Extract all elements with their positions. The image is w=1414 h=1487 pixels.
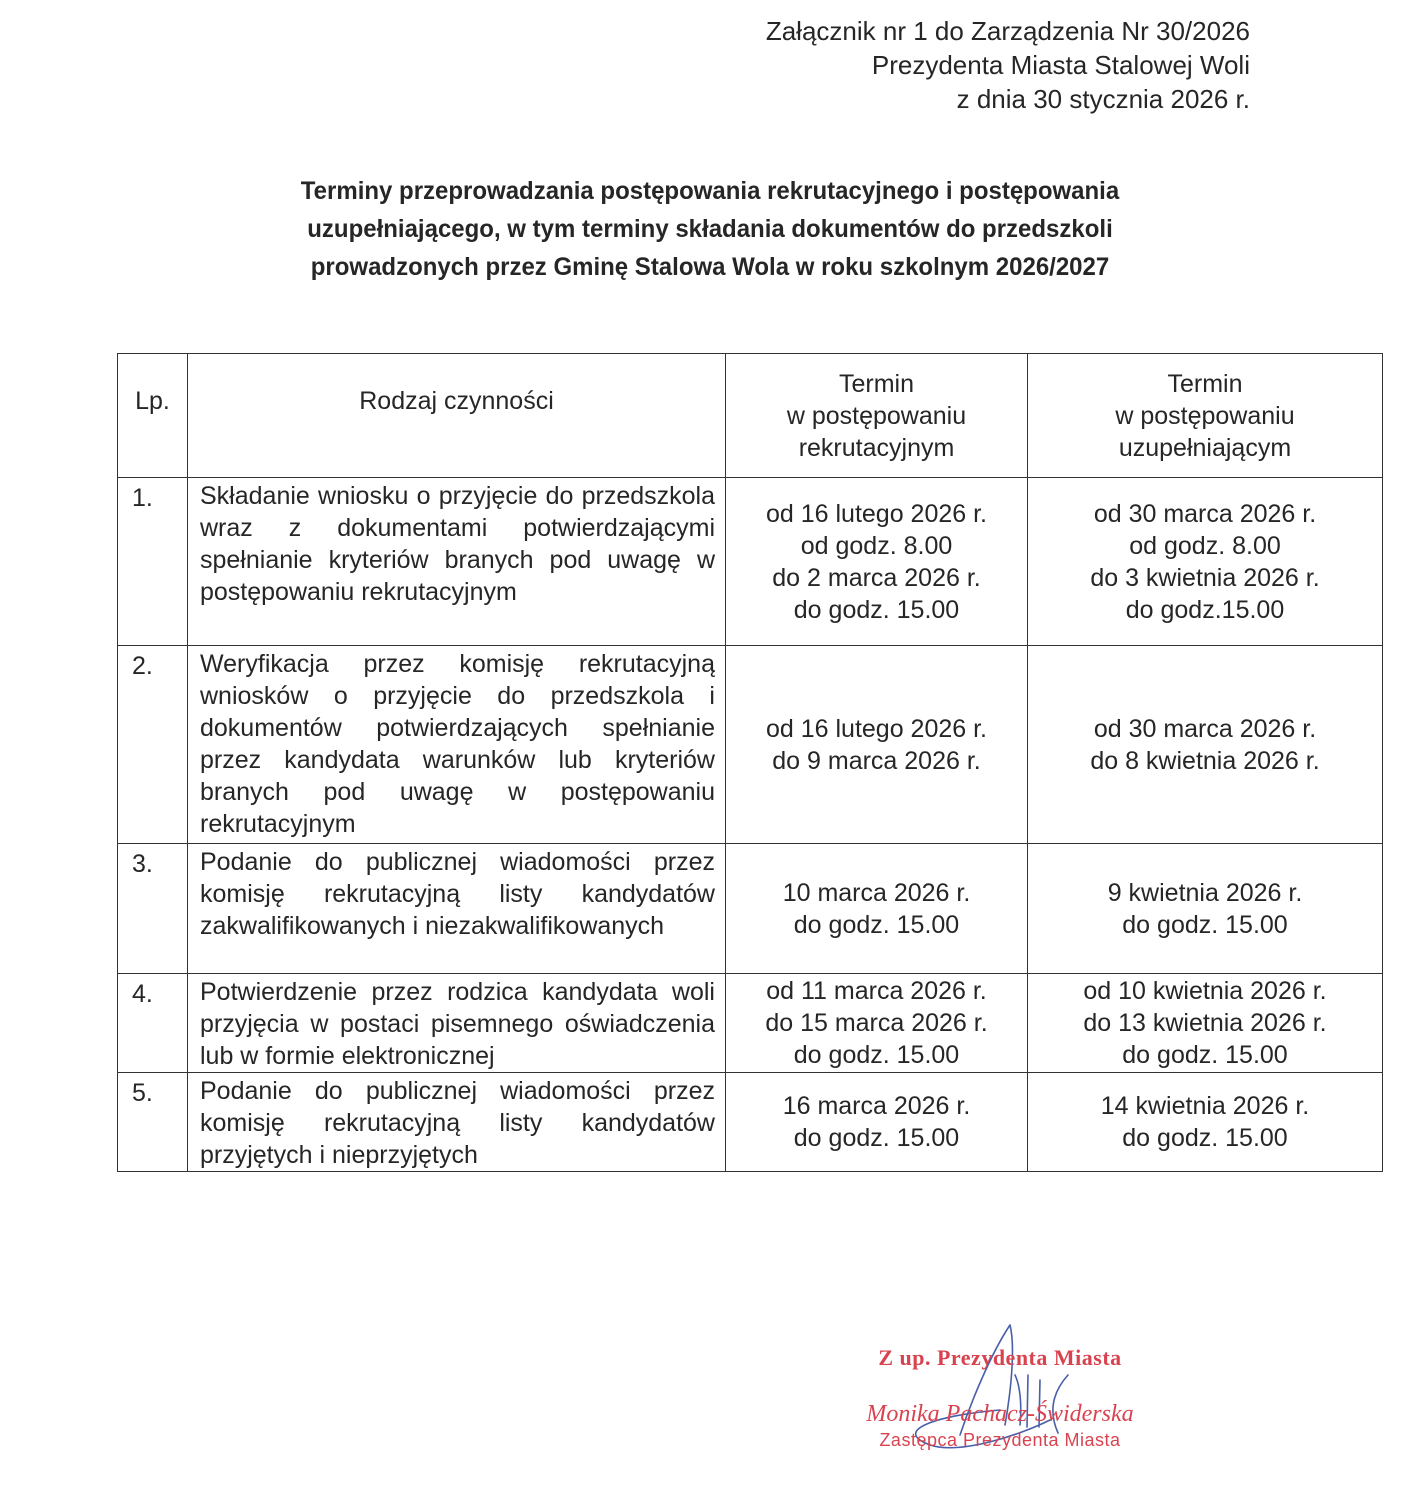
row-recruitment-date bbox=[726, 478, 1028, 646]
row-activity: Podanie do publicznej wiadomości przez komisję rekrutacyjną listy kandydatów zakwalifikowanych i niezakwalifikowanych bbox=[188, 844, 726, 974]
attachment-header bbox=[766, 14, 1250, 116]
date-line: do 9 marca 2026 r. bbox=[772, 746, 981, 775]
row-lp: 3. bbox=[118, 844, 188, 974]
header-lp: Lp. bbox=[118, 354, 188, 478]
header-line: w postępowaniu bbox=[786, 401, 967, 430]
date-line: do godz. 15.00 bbox=[793, 595, 960, 624]
attachment-line: z dnia 30 stycznia 2026 r. bbox=[956, 84, 1250, 114]
row-supplementary-date bbox=[1028, 1073, 1383, 1172]
date-line: do godz. 15.00 bbox=[793, 910, 960, 939]
attachment-line: Załącznik nr 1 do Zarządzenia Nr 30/2026 bbox=[765, 16, 1250, 46]
date-line: do 8 kwietnia 2026 r. bbox=[1090, 746, 1320, 775]
date-line: od godz. 8.00 bbox=[800, 531, 953, 560]
date-line: do 13 kwietnia 2026 r. bbox=[1083, 1009, 1327, 1037]
signature-role: Zastępca Prezydenta Miasta bbox=[879, 1430, 1121, 1450]
header-line: uzupełniającym bbox=[1118, 433, 1292, 462]
date-line: od 30 marca 2026 r. bbox=[1093, 714, 1317, 743]
row-lp: 2. bbox=[118, 646, 188, 844]
title-line: uzupełniającego, w tym terminy składania dokumentów do przedszkoli bbox=[307, 215, 1113, 243]
date-line: do godz.15.00 bbox=[1125, 595, 1285, 624]
row-supplementary-date bbox=[1028, 646, 1383, 844]
signature-authority: Z up. Prezydenta Miasta bbox=[878, 1345, 1122, 1370]
date-line: do godz. 15.00 bbox=[1122, 1124, 1288, 1152]
date-line: do godz. 15.00 bbox=[793, 1041, 960, 1069]
document-title bbox=[220, 172, 1199, 286]
row-lp: 1. bbox=[118, 478, 188, 646]
date-line: do 2 marca 2026 r. bbox=[772, 563, 981, 592]
row-activity: Potwierdzenie przez rodzica kandydata woli przyjęcia w postaci pisemnego oświadczenia lub w formie elektronicznej bbox=[188, 974, 726, 1073]
row-recruitment-date bbox=[726, 646, 1028, 844]
date-line: do godz. 15.00 bbox=[1122, 910, 1288, 939]
title-line: prowadzonych przez Gminę Stalowa Wola w roku szkolnym 2026/2027 bbox=[310, 253, 1110, 281]
date-line: 9 kwietnia 2026 r. bbox=[1107, 878, 1303, 907]
date-line: od godz. 8.00 bbox=[1129, 531, 1281, 560]
date-line: do 15 marca 2026 r. bbox=[765, 1009, 988, 1037]
header-line: Termin bbox=[838, 369, 914, 398]
row-lp: 5. bbox=[118, 1073, 188, 1172]
table-row bbox=[118, 478, 1383, 646]
table-row bbox=[118, 646, 1383, 844]
header-recruitment bbox=[726, 354, 1028, 478]
row-recruitment-date bbox=[726, 974, 1028, 1073]
date-line: 14 kwietnia 2026 r. bbox=[1100, 1092, 1310, 1120]
date-line: od 16 lutego 2026 r. bbox=[765, 714, 988, 743]
date-line: 10 marca 2026 r. bbox=[782, 878, 971, 907]
table-row bbox=[118, 974, 1383, 1073]
row-activity: Podanie do publicznej wiadomości przez komisję rekrutacyjną listy kandydatów przyjętych i nieprzyjętych bbox=[188, 1073, 726, 1172]
date-line: do godz. 15.00 bbox=[1122, 1041, 1288, 1069]
table-row bbox=[118, 844, 1383, 974]
date-line: od 11 marca 2026 r. bbox=[766, 977, 987, 1005]
row-activity: Składanie wniosku o przyjęcie do przedszkola wraz z dokumentami potwierdzającymi spełnianie kryteriów branych pod uwagę w postępowaniu rekrutacyjnym bbox=[188, 478, 726, 646]
attachment-line: Prezydenta Miasta Stalowej Woli bbox=[871, 50, 1250, 80]
row-recruitment-date bbox=[726, 844, 1028, 974]
table-header-row bbox=[118, 354, 1383, 478]
row-activity: Weryfikacja przez komisję rekrutacyjną wniosków o przyjęcie do przedszkola i dokumentów potwierdzających spełnianie przez kandydata warunków lub kryteriów branych pod uwagę w postępowaniu rekrutacyjnym bbox=[188, 646, 726, 844]
date-line: od 30 marca 2026 r. bbox=[1093, 499, 1317, 528]
header-supplementary bbox=[1028, 354, 1383, 478]
schedule-table bbox=[117, 353, 1383, 1172]
header-line: Termin bbox=[1167, 369, 1243, 398]
date-line: 16 marca 2026 r. bbox=[782, 1092, 971, 1120]
title-line: Terminy przeprowadzania postępowania rekrutacyjnego i postępowania bbox=[300, 177, 1120, 205]
header-line: rekrutacyjnym bbox=[798, 433, 955, 462]
signature-stamp bbox=[840, 1345, 1160, 1451]
table-row bbox=[118, 1073, 1383, 1172]
row-supplementary-date bbox=[1028, 478, 1383, 646]
signature-name: Monika Pachacz-Świderska bbox=[866, 1401, 1134, 1427]
header-line: w postępowaniu bbox=[1115, 401, 1295, 430]
row-lp: 4. bbox=[118, 974, 188, 1073]
row-supplementary-date bbox=[1028, 844, 1383, 974]
date-line: od 10 kwietnia 2026 r. bbox=[1083, 977, 1327, 1005]
date-line: od 16 lutego 2026 r. bbox=[765, 499, 988, 528]
header-activity: Rodzaj czynności bbox=[188, 354, 726, 478]
row-recruitment-date bbox=[726, 1073, 1028, 1172]
row-supplementary-date bbox=[1028, 974, 1383, 1073]
date-line: do godz. 15.00 bbox=[793, 1124, 960, 1152]
date-line: do 3 kwietnia 2026 r. bbox=[1090, 563, 1320, 592]
